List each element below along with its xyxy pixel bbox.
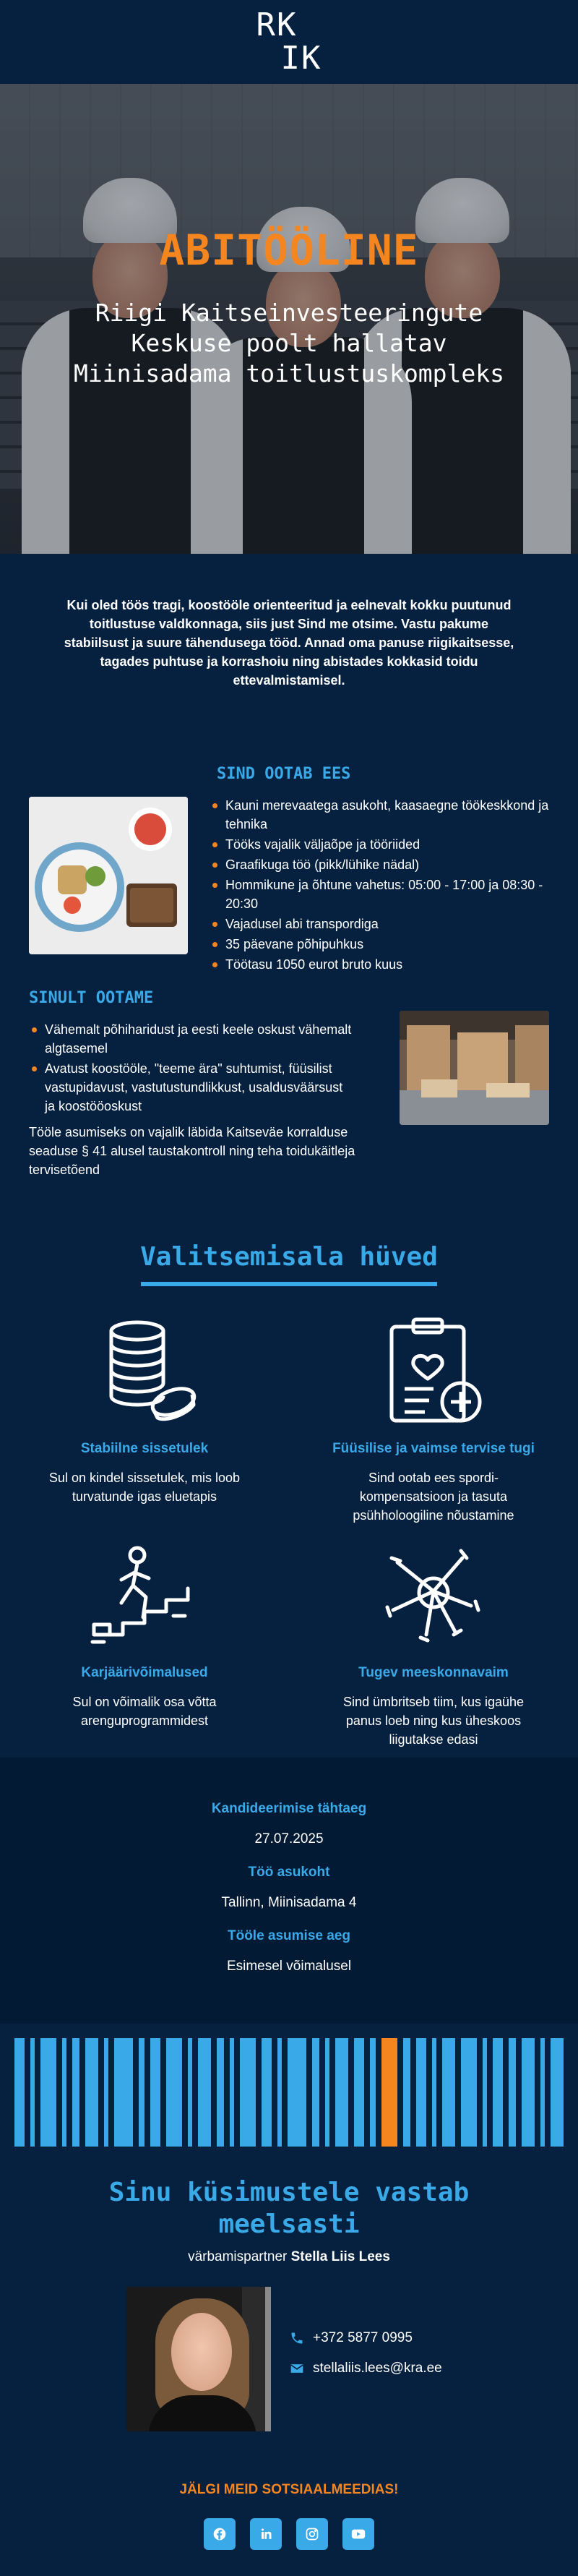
benefit-title: Füüsilise ja vaimse tervise tugi [332,1441,535,1456]
facebook-icon [212,2527,227,2541]
list-item: Töötasu 1050 eurot bruto kuus [210,955,549,974]
contact-section [0,2177,578,2550]
barcode-stripe [354,2038,364,2147]
barcode-stripe [40,2038,56,2147]
rkik-logo[interactable] [256,9,322,75]
barcode-stripe [150,2038,160,2147]
barcode-stripe [72,2038,79,2147]
start-label: Tööle asumise aeg [227,1928,350,1943]
expect-column [29,989,356,1242]
hero-subtitle-line: Riigi Kaitseinvesteeringute [95,299,483,327]
barcode-stripe [188,2038,192,2147]
header [0,0,578,84]
recruiter-role: värbamispartner [188,2249,288,2264]
barcode-stripe [370,2038,376,2147]
list-item: Tööks vajalik väljaõpe ja tööriided [210,835,549,854]
facebook-link[interactable] [204,2518,236,2550]
benefit-card [289,1533,578,1758]
list-item: Hommikune ja õhtune vahetus: 05:00 - 17:00 ja 08:30 - 20:30 [210,876,549,913]
location-label: Töö asukoht [248,1865,330,1880]
phone-row[interactable] [290,2330,442,2346]
instagram-link[interactable] [296,2518,328,2550]
benefit-text: Sind ootab ees spordi- kompensatsioon ja tasuta psühholoogiline nõustamine [353,1471,514,1523]
barcode-stripe [493,2038,503,2147]
hero-subtitle-line: Miinisadama toitlustuskompleks [73,359,505,388]
hero-banner [0,84,578,554]
job-info [0,1758,578,2024]
barcode-stripe [403,2038,410,2147]
barcode-decoration [0,2024,578,2161]
benefit-title: Tugev meeskonnavaim [358,1665,509,1680]
team-hands-icon [376,1541,491,1649]
social-links [0,2518,578,2550]
barcode-stripe [198,2038,211,2147]
youtube-link[interactable] [342,2518,374,2550]
barcode-stripe [381,2038,397,2147]
email-row[interactable] [290,2361,442,2376]
benefits-section [0,1242,578,1758]
email-address: stellaliis.lees@kra.ee [313,2361,442,2376]
linkedin-link[interactable] [250,2518,282,2550]
linkedin-icon [259,2528,272,2541]
barcode-stripe [85,2038,98,2147]
barcode-stripe [14,2038,25,2147]
recruiter-card [126,2287,578,2431]
benefit-card [0,1309,289,1533]
barcode-stripe [432,2038,436,2147]
benefit-title: Karjäärivõimalused [81,1665,208,1680]
benefit-card [289,1309,578,1533]
barcode-stripe [277,2038,282,2147]
coins-icon [87,1317,202,1425]
barcode-stripe [30,2038,35,2147]
barcode-stripe [551,2038,564,2147]
barcode-stripe [262,2038,272,2147]
barcode-stripe [335,2038,348,2147]
barcode-stripe [540,2038,545,2147]
barcode-stripe [461,2038,477,2147]
expect-heading: SINULT OOTAME [29,989,154,1007]
intro-text: Kui oled töös tragi, koostööle orienteeritud ja eelnevalt kokku puutunud toitlustuse valdkonnaga, siis just Sind me otsime. Vastu pakume stabiilsust ja suure tähendusega tööd. Annad oma panuse riigikaitsesse, tagades puhtuse ja korrashoiu ning abistades kokkasid toidu ettevalmistamisel. [64,598,514,688]
job-title: ABITÖÖLINE [159,226,419,275]
contact-heading-line: meelsasti [218,2209,360,2239]
contact-details [271,2287,442,2431]
barcode-stripe [325,2038,329,2147]
career-stairs-icon [87,1541,202,1649]
food-plate-image [29,797,188,954]
barcode-stripe [114,2038,133,2147]
expect-list [29,1020,356,1116]
barcode-stripe [509,2038,516,2147]
benefit-text: Sind ümbritseb tiim, kus igaühe panus loeb ning kus üheskoos liigutakse edasi [342,1695,525,1747]
list-item: Graafikuga töö (pikk/lühike nädal) [210,855,549,874]
envelope-icon [290,2361,304,2376]
recruiter-line [0,2249,578,2265]
start-value: Esimesel võimalusel [226,1959,352,1974]
logo-line-2: IK [280,40,322,77]
phone-icon [290,2331,304,2345]
health-clipboard-icon [376,1317,491,1425]
phone-number: +372 5877 0995 [313,2330,413,2345]
warehouse-image [400,1011,549,1125]
deadline-value: 27.07.2025 [254,1831,324,1847]
recruiter-photo [126,2287,271,2431]
barcode-stripe [139,2038,144,2147]
deadline-label: Kandideerimise tähtaeg [211,1801,367,1816]
benefits-grid [0,1309,578,1758]
list-item: 35 päevane põhipuhkus [210,935,549,954]
barcode-stripe [230,2038,234,2147]
logo-line-1: RK [256,7,298,43]
hero-subtitle [0,298,578,389]
offer-list [210,796,549,974]
barcode-stripe [483,2038,487,2147]
contact-heading-line: Sinu küsimustele vastab [108,2178,470,2207]
list-item: Kauni merevaatega asukoht, kaasaegne töökeskkond ja tehnika [210,796,549,834]
youtube-icon [350,2526,366,2542]
benefit-card [0,1533,289,1758]
barcode-stripe [442,2038,455,2147]
barcode-stripe [288,2038,306,2147]
social-follow-label: JÄLGI MEID SOTSIAALMEEDIAS! [179,2482,399,2497]
list-item: Vähemalt põhiharidust ja eesti keele oskust vähemalt algtasemel [29,1020,356,1058]
hero-subtitle-line: Keskuse poolt hallatav [131,329,447,357]
expect-section [0,989,578,1242]
contact-heading [0,2177,578,2241]
barcode-stripe [312,2038,319,2147]
barcode-stripe [240,2038,256,2147]
location-value: Tallinn, Miinisadama 4 [221,1895,357,1910]
barcode-stripe [104,2038,108,2147]
offer-column [188,765,549,989]
barcode-stripe [522,2038,535,2147]
recruiter-name: Stella Liis Lees [290,2249,390,2264]
benefits-underline [141,1282,437,1286]
benefit-text: Sul on kindel sissetulek, mis loob turvatunde igas eluetapis [48,1471,241,1504]
barcode-stripe [217,2038,224,2147]
barcode-stripe [416,2038,426,2147]
benefit-title: Stabiilne sissetulek [80,1441,209,1456]
offer-heading: SIND OOTAB EES [217,765,351,783]
expect-note: Tööle asumiseks on vajalik läbida Kaitseväe korralduse seaduse § 41 alusel taustakontroll ning teha toidukäitleja tervisetõend [29,1125,355,1177]
benefit-text: Sul on võimalik osa võtta arenguprogrammidest [72,1695,217,1728]
offer-section [0,765,578,989]
barcode-stripe [62,2038,66,2147]
instagram-icon [305,2527,319,2541]
benefits-heading: Valitsemisala hüved [140,1242,438,1272]
list-item: Vajadusel abi transpordiga [210,915,549,933]
list-item: Avatust koostööle, "teeme ära" suhtumist, füüsilist vastupidavust, vastutustundlikkust, usaldusväärsust ja koostööoskust [29,1059,356,1116]
barcode-stripe [166,2038,182,2147]
